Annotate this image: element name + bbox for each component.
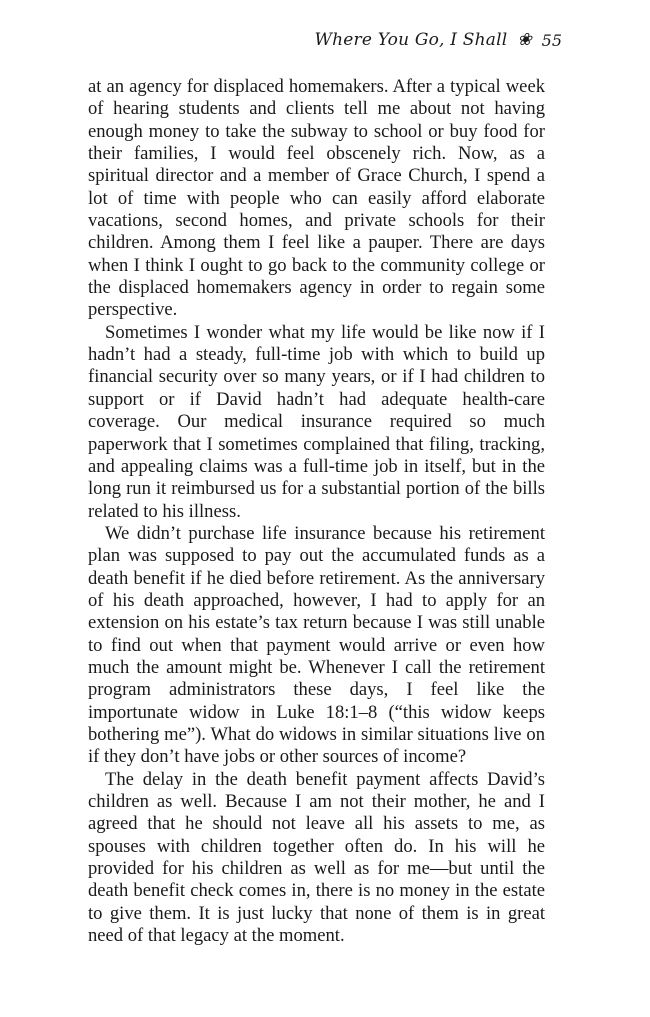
running-head-title: Where You Go, I Shall [314, 30, 508, 50]
paragraph: The delay in the death benefit payment affects David’s children as well. Because I am not their mother, he and I agreed that he should not leave all his assets to me, as spouses with children together often do. In his will he provided for his children as well as for me—but until the death benefit check comes in, there is no money in the estate to give them. It is just lucky that none of them is in great need of that legacy at the moment. [88, 768, 545, 947]
paragraph: We didn’t purchase life insurance because his retirement plan was supposed to pay out the accumulated funds as a death benefit if he died before retirement. As the anniversary of his death approached, however, I had to apply for an extension on his estate’s tax return because I was still unable to find out when that payment would arrive or even how much the amount might be. Whenever I call the retirement program administrators these days, I feel like the importunate widow in Luke 18:1–8 (“this widow keeps bothering me”). What do widows in similar situations live on if they don’t have jobs or other sources of income? [88, 522, 545, 768]
body-text [88, 76, 545, 947]
running-head [314, 30, 562, 50]
flower-ornament-icon: ❀ [517, 29, 532, 50]
page-number: 55 [541, 30, 562, 50]
paragraph-continued: at an agency for displaced homemakers. After a typical week of hearing students and clients tell me about not having enough money to take the subway to school or buy food for their families, I would feel obscenely rich. Now, as a spiritual director and a member of Grace Church, I spend a lot of time with people who can easily afford elaborate vacations, second homes, and private schools for their children. Among them I feel like a pauper. There are days when I think I ought to go back to the community college or the displaced homemakers agency in order to regain some perspective. [88, 76, 545, 321]
paragraph: Sometimes I wonder what my life would be like now if I hadn’t had a steady, full-time job with which to build up financial security over so many years, or if I had children to support or if David hadn’t had adequate health-care coverage. Our medical insurance required so much paperwork that I sometimes complained that filing, tracking, and appealing claims was a full-time job in itself, but in the long run it reimbursed us for a substantial portion of the bills related to his illness. [88, 321, 545, 522]
